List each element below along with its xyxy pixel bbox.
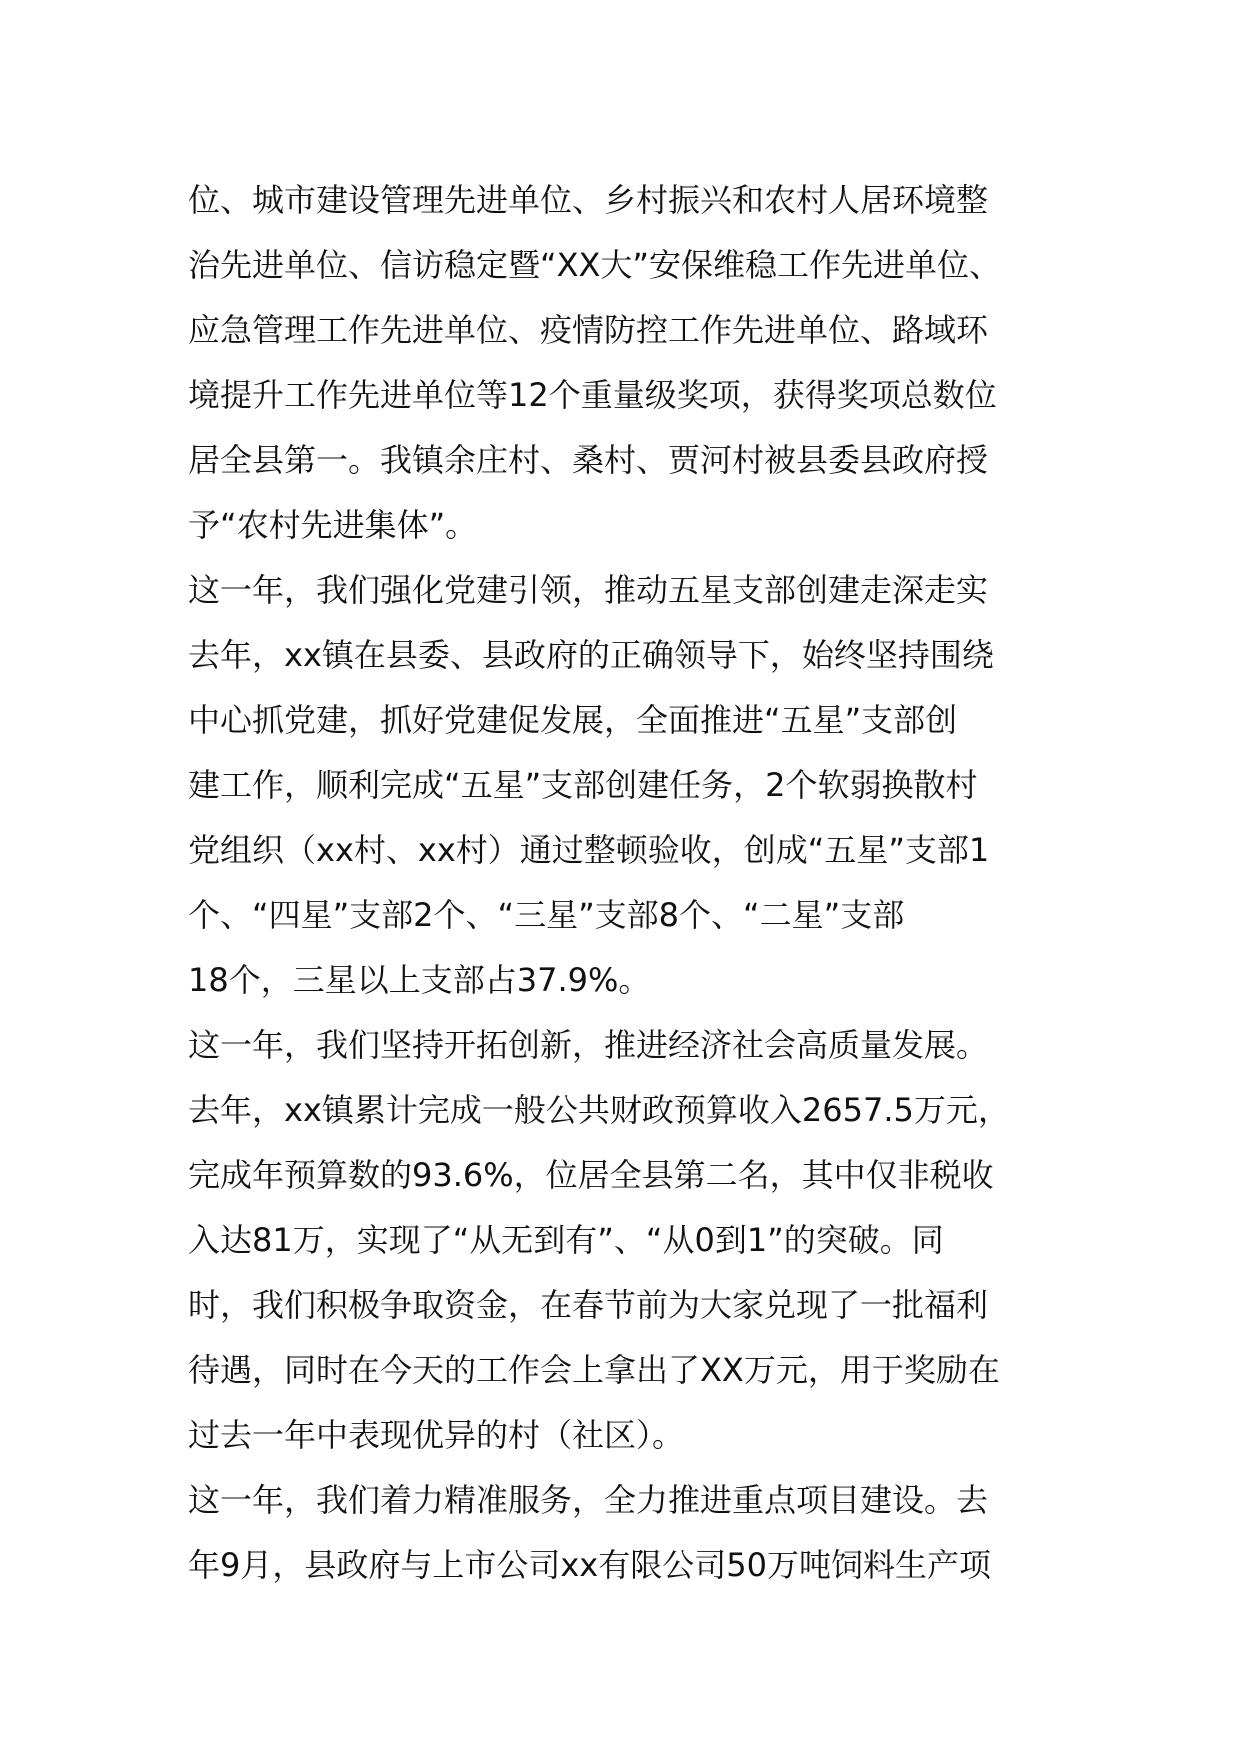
text-line: 位、城市建设管理先进单位、乡村振兴和农村人居环境整	[188, 181, 989, 219]
text-line: 治先进单位、信访稳定暨“XX大”安保维稳工作先进单位、	[188, 246, 1002, 284]
text-line: 18个，三星以上支部占37.9%。	[188, 961, 651, 999]
text-line: 中心抓党建，抓好党建促发展，全面推进“五星”支部创	[188, 701, 958, 739]
text-line: 年9月，县政府与上市公司xx有限公司50万吨饲料生产项	[188, 1546, 991, 1584]
text-line: 去年，xx镇在县委、县政府的正确领导下，始终坚持围绕	[188, 636, 994, 674]
text-line: 去年，xx镇累计完成一般公共财政预算收入2657.5万元，	[188, 1091, 1010, 1129]
text-line: 党组织（xx村、xx村）通过整顿验收，创成“五星”支部1	[188, 831, 990, 869]
text-line: 予“农村先进集体”。	[188, 506, 478, 544]
text-line: 时，我们积极争取资金，在春节前为大家兑现了一批福利	[188, 1286, 989, 1324]
text-line: 应急管理工作先进单位、疫情防控工作先进单位、路域环	[188, 311, 989, 349]
text-line: 居全县第一。我镇余庄村、桑村、贾河村被县委县政府授	[188, 441, 989, 479]
text-line: 完成年预算数的93.6%，位居全县第二名，其中仅非税收	[188, 1156, 994, 1194]
section-heading-key-projects: 这一年，我们着力精准服务，全力推进重点项目建设。去	[188, 1481, 989, 1519]
text-line: 境提升工作先进单位等12个重量级奖项，获得奖项总数位	[188, 376, 997, 414]
section-heading-party-building: 这一年，我们强化党建引领，推动五星支部创建走深走实	[188, 571, 989, 609]
text-line: 个、“四星”支部2个、“三星”支部8个、“二星”支部	[188, 896, 905, 934]
section-heading-innovation: 这一年，我们坚持开拓创新，推进经济社会高质量发展。	[188, 1026, 989, 1064]
text-line: 建工作，顺利完成“五星”支部创建任务，2个软弱换散村	[188, 766, 978, 804]
text-line: 入达81万，实现了“从无到有”、“从0到1”的突破。同	[188, 1221, 944, 1259]
text-line: 过去一年中表现优异的村（社区）。	[188, 1416, 685, 1454]
text-line: 待遇，同时在今天的工作会上拿出了XX万元，用于奖励在	[188, 1351, 1000, 1389]
body-text	[188, 168, 1068, 1598]
